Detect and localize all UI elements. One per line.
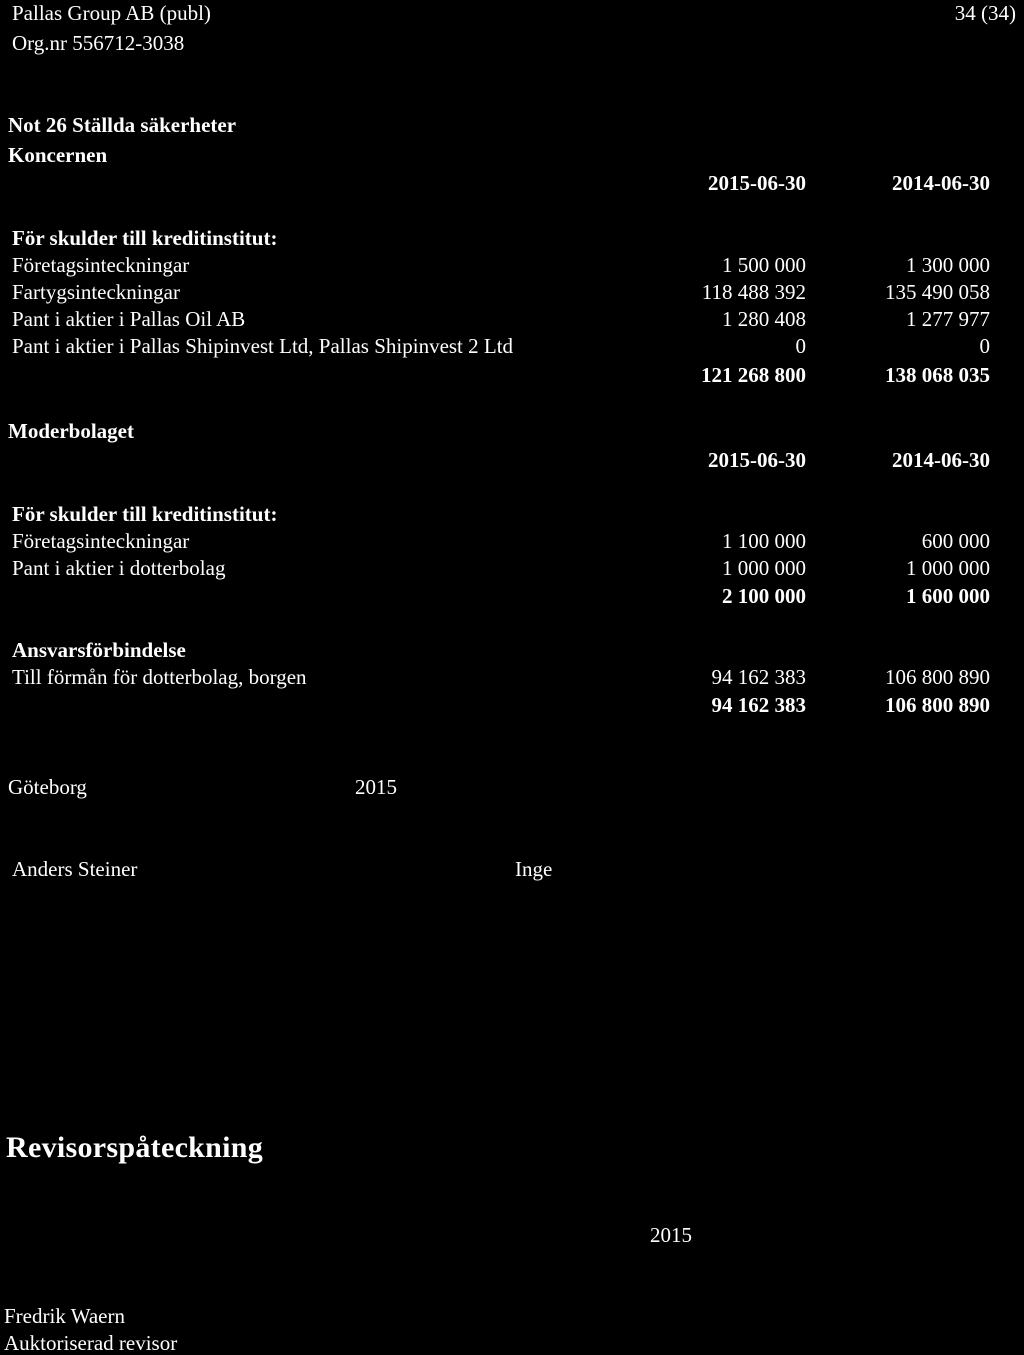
ansvar-heading: Ansvarsförbindelse <box>12 638 186 662</box>
koncernen-row-value-2015: 118 488 392 <box>701 280 806 304</box>
koncernen-row-label: Fartygsinteckningar <box>12 280 180 304</box>
moderbolaget-row-value-2014: 1 000 000 <box>906 556 990 580</box>
audit-title: Revisorspåteckning <box>6 1131 264 1164</box>
koncernen-row-value-2014: 135 490 058 <box>885 280 990 304</box>
moderbolaget-col1-date: 2015-06-30 <box>708 448 806 472</box>
ansvar-total-2015: 94 162 383 <box>711 693 806 717</box>
koncernen-row-value-2014: 0 <box>979 334 990 358</box>
auditor-title: Auktoriserad revisor <box>4 1331 178 1355</box>
moderbolaget-row-value-2014: 600 000 <box>921 529 990 553</box>
ansvar-row-value-2014: 106 800 890 <box>885 665 990 689</box>
note-title: Not 26 Ställda säkerheter <box>8 113 237 137</box>
moderbolaget-total-2014: 1 600 000 <box>906 584 990 608</box>
ansvar-row-value-2015: 94 162 383 <box>711 665 806 689</box>
koncernen-subheading: För skulder till kreditinstitut: <box>12 226 278 250</box>
koncernen-col2-date: 2014-06-30 <box>892 171 990 195</box>
koncernen-col1-date: 2015-06-30 <box>708 171 806 195</box>
koncernen-row-value-2015: 1 280 408 <box>722 307 806 331</box>
koncernen-row-value-2015: 0 <box>795 334 806 358</box>
ansvar-row-label: Till förmån för dotterbolag, borgen <box>12 665 307 689</box>
koncernen-heading: Koncernen <box>8 143 108 167</box>
koncernen-total-2014: 138 068 035 <box>885 363 990 387</box>
moderbolaget-col2-date: 2014-06-30 <box>892 448 990 472</box>
org-number: Org.nr 556712-3038 <box>12 31 185 55</box>
signature-city: Göteborg <box>8 775 87 799</box>
signer-name: Inge <box>515 857 553 881</box>
ansvar-total-2014: 106 800 890 <box>885 693 990 717</box>
moderbolaget-row-label: Företagsinteckningar <box>12 529 190 553</box>
koncernen-row-value-2015: 1 500 000 <box>722 253 806 277</box>
moderbolaget-total-2015: 2 100 000 <box>722 584 806 608</box>
moderbolaget-heading: Moderbolaget <box>8 419 134 443</box>
auditor-name: Fredrik Waern <box>4 1304 125 1328</box>
koncernen-row-label: Pant i aktier i Pallas Oil AB <box>12 307 246 331</box>
koncernen-total-2015: 121 268 800 <box>701 363 806 387</box>
moderbolaget-row-label: Pant i aktier i dotterbolag <box>12 556 226 580</box>
moderbolaget-subheading: För skulder till kreditinstitut: <box>12 502 278 526</box>
page-number: 34 (34) <box>954 1 1016 25</box>
company-name: Pallas Group AB (publ) <box>12 1 211 25</box>
audit-year: 2015 <box>650 1223 692 1247</box>
moderbolaget-row-value-2015: 1 100 000 <box>722 529 806 553</box>
signature-year: 2015 <box>355 775 397 799</box>
moderbolaget-row-value-2015: 1 000 000 <box>722 556 806 580</box>
signer-name: Anders Steiner <box>12 857 138 881</box>
koncernen-row-value-2014: 1 277 977 <box>906 307 990 331</box>
koncernen-row-label: Företagsinteckningar <box>12 253 190 277</box>
koncernen-row-label: Pant i aktier i Pallas Shipinvest Ltd, Pallas Shipinvest 2 Ltd <box>12 334 514 358</box>
koncernen-row-value-2014: 1 300 000 <box>906 253 990 277</box>
